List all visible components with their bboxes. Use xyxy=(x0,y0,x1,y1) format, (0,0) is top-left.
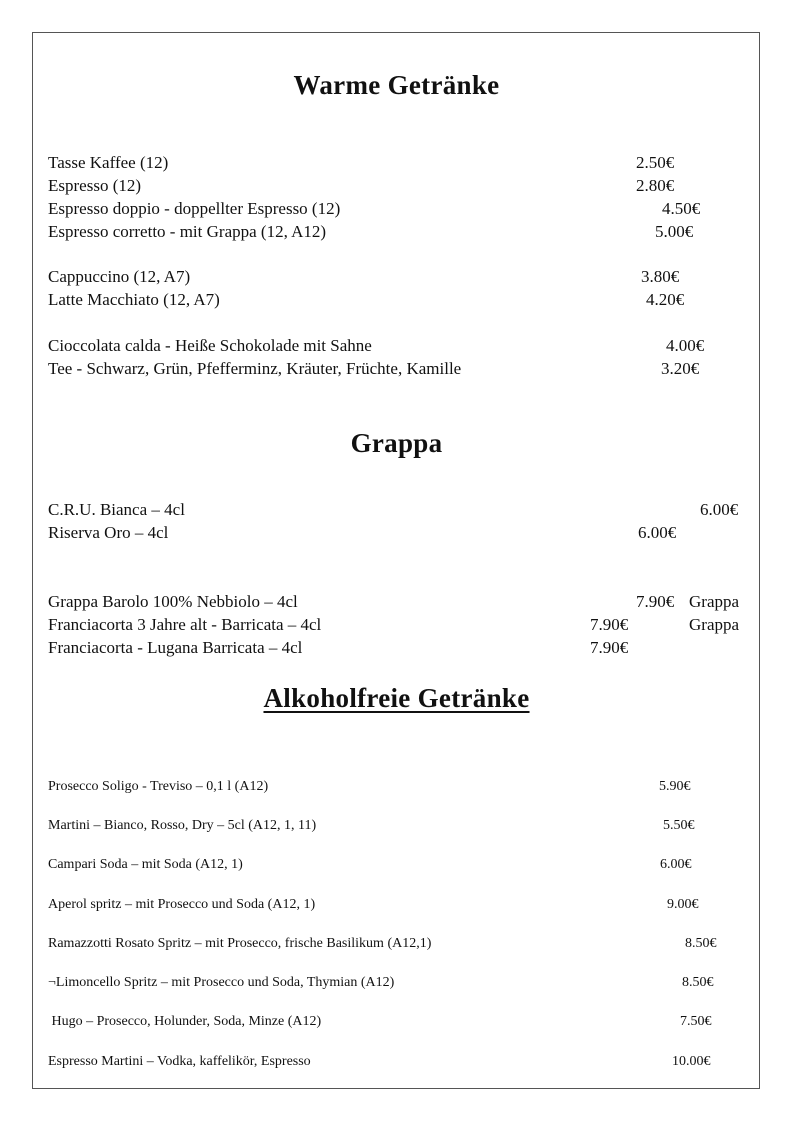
menu-item-name: Franciacorta - Lugana Barricata – 4cl xyxy=(48,638,303,657)
menu-item-name: Cappuccino (12, A7) xyxy=(48,267,191,286)
menu-item-price: 6.00€ xyxy=(700,500,739,519)
menu-item-price: 5.90€ xyxy=(659,779,691,794)
menu-item-price: 4.00€ xyxy=(666,336,705,355)
menu-item-price: 4.20€ xyxy=(646,290,685,309)
section-title-warm: Warme Getränke xyxy=(293,70,500,100)
menu-item-price: 7.90€ xyxy=(590,638,629,657)
menu-item-name: Franciacorta 3 Jahre alt - Barricata – 4cl xyxy=(48,615,322,634)
menu-item-price: 6.00€ xyxy=(638,523,677,542)
menu-item-price: 7.90€ xyxy=(636,592,675,611)
menu-item-price: 5.00€ xyxy=(655,222,694,241)
menu-item-note: Grappa xyxy=(689,615,740,634)
menu-item-name: Tee - Schwarz, Grün, Pfefferminz, Kräuter, Früchte, Kamille xyxy=(48,359,462,378)
menu-item-name: Tasse Kaffee (12) xyxy=(48,153,169,172)
menu-item-name: Riserva Oro – 4cl xyxy=(48,523,169,542)
menu-item-name: Cioccolata calda - Heiße Schokolade mit Sahne xyxy=(48,336,372,355)
menu-item-price: 6.00€ xyxy=(660,857,692,872)
menu-item-name: C.R.U. Bianca – 4cl xyxy=(48,500,185,519)
menu-item-name: Prosecco Soligo - Treviso – 0,1 l (A12) xyxy=(48,779,269,794)
menu-item-name: Espresso Martini – Vodka, kaffelikör, Espresso xyxy=(48,1054,311,1069)
menu-item-price: 10.00€ xyxy=(672,1054,711,1069)
menu-item-name: Martini – Bianco, Rosso, Dry – 5cl (A12, 1, 11) xyxy=(48,818,317,833)
menu-item-price: 8.50€ xyxy=(682,975,714,990)
menu-item-price: 3.20€ xyxy=(661,359,700,378)
menu-item-name: Espresso (12) xyxy=(48,176,142,195)
menu-item-price: 7.50€ xyxy=(680,1014,712,1029)
menu-item-price: 3.80€ xyxy=(641,267,680,286)
menu-item-price: 4.50€ xyxy=(662,199,701,218)
menu-item-name: Grappa Barolo 100% Nebbiolo – 4cl xyxy=(48,592,298,611)
menu-item-price: 7.90€ xyxy=(590,615,629,634)
menu-item-price: 2.80€ xyxy=(636,176,675,195)
menu-item-name: Latte Macchiato (12, A7) xyxy=(48,290,220,309)
menu-item-price: 9.00€ xyxy=(667,897,699,912)
menu-item-name: Espresso doppio - doppellter Espresso (12) xyxy=(48,199,341,218)
menu-item-name: Aperol spritz – mit Prosecco und Soda (A12, 1) xyxy=(48,897,316,912)
menu-item-name: Espresso corretto - mit Grappa (12, A12) xyxy=(48,222,327,241)
menu-item-note: Grappa xyxy=(689,592,740,611)
section-title-grappa: Grappa xyxy=(350,428,443,458)
menu-item-name: Ramazzotti Rosato Spritz – mit Prosecco, frische Basilikum (A12,1) xyxy=(48,936,432,951)
section-title-alcfree: Alkoholfreie Getränke xyxy=(263,683,530,713)
menu-item-name: Campari Soda – mit Soda (A12, 1) xyxy=(48,857,243,872)
menu-item-price: 8.50€ xyxy=(685,936,717,951)
menu-item-price: 5.50€ xyxy=(663,818,695,833)
menu-item-name: Hugo – Prosecco, Holunder, Soda, Minze (A12) xyxy=(48,1014,322,1029)
menu-item-price: 2.50€ xyxy=(636,153,675,172)
menu-item-name: ¬Limoncello Spritz – mit Prosecco und Soda, Thymian (A12) xyxy=(48,975,395,990)
